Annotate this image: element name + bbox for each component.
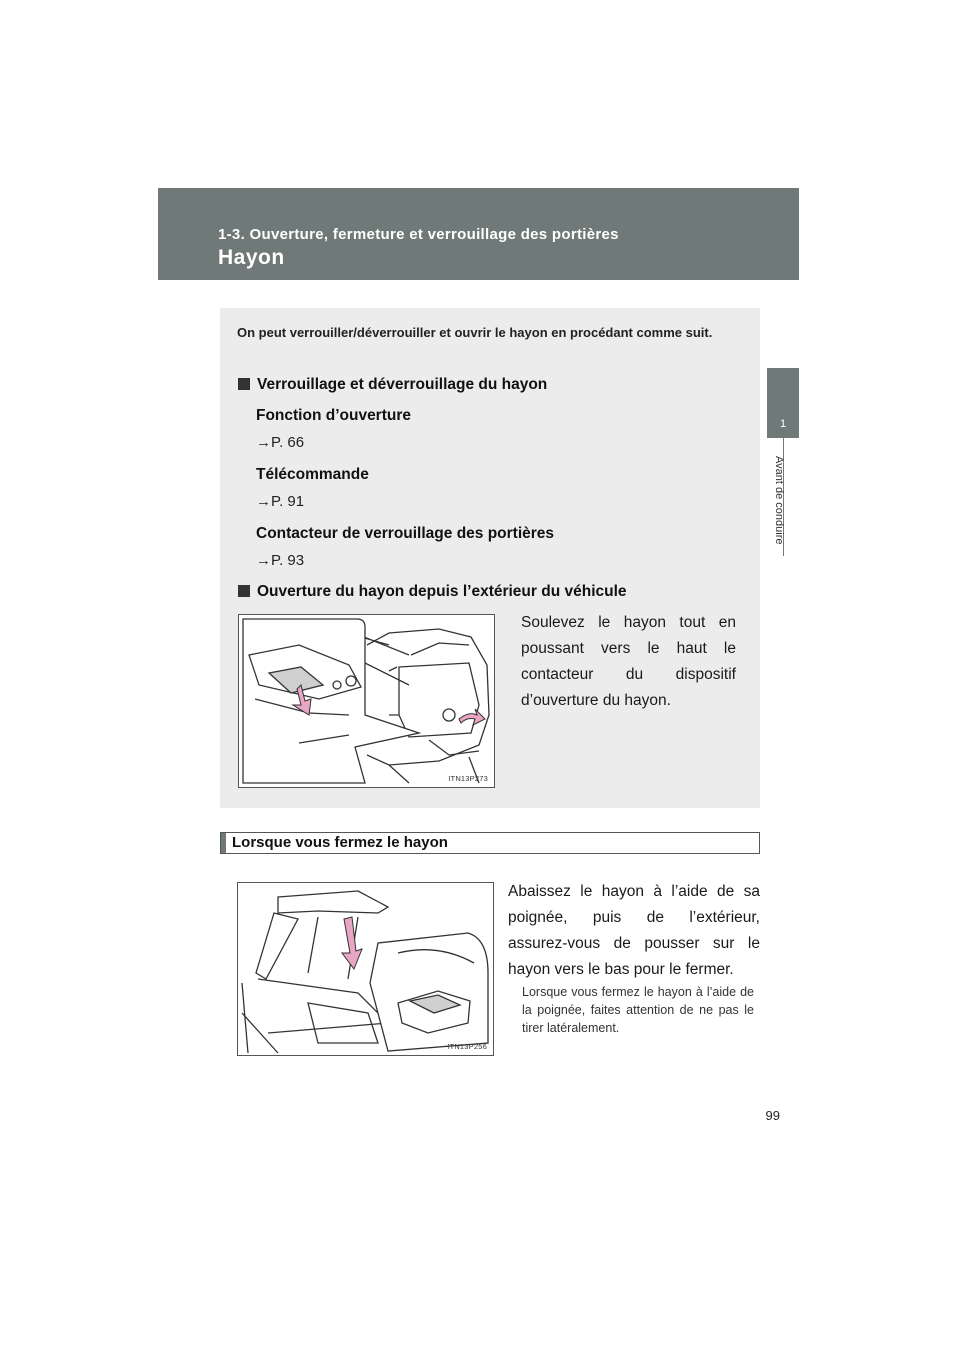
subsection-heading-text: Lorsque vous fermez le hayon: [232, 834, 448, 851]
close-instruction: Abaissez le hayon à l’aide de sa poignée, puis de l’extérieur, assurez-vous de pousser sur le hayon vers le bas pour le fermer.: [508, 883, 760, 978]
bullet-square-icon: [238, 585, 250, 597]
tailgate-closing-drawing: [238, 883, 493, 1055]
bullet-heading-lock-text: Verrouillage et déverrouillage du hayon: [257, 376, 548, 393]
item-label: Contacteur de verrouillage des portières: [256, 525, 555, 542]
page-reference[interactable]: →P. 93: [256, 552, 305, 569]
intro-box: [220, 308, 760, 808]
tailgate-opener-drawing: [239, 615, 494, 787]
figure-code: ITN13P256: [447, 1042, 487, 1051]
close-note: Lorsque vous fermez le hayon à l’aide de la poignée, faites attention de ne pas le tirer latéralement.: [522, 985, 754, 1035]
bullet-heading-lock: [238, 376, 547, 394]
intro-text: On peut verrouiller/déverrouiller et ouvrir le hayon en procédant comme suit.: [237, 325, 713, 340]
bullet-heading-open: [238, 583, 627, 601]
figure-code: ITN13P273: [448, 774, 488, 783]
chapter-number: 1: [779, 418, 787, 430]
bullet-square-icon: [238, 378, 250, 390]
bullet-heading-open-text: Ouverture du hayon depuis l’extérieur du véhicule: [257, 583, 627, 600]
chapter-tab: [767, 368, 799, 438]
page-number: 99: [765, 1108, 780, 1123]
open-instruction: Soulevez le hayon tout en poussant vers le haut le contacteur du dispositif d’ouverture du hayon.: [521, 614, 736, 709]
page-reference[interactable]: →P. 91: [256, 493, 305, 510]
page-title: Hayon: [218, 246, 285, 269]
heading-accent-bar: [221, 833, 226, 853]
section-title: 1-3. Ouverture, fermeture et verrouillage des portières: [218, 226, 619, 243]
tailgate-closing-illustration: [237, 882, 494, 1056]
item-label: Télécommande: [256, 466, 369, 483]
page-reference[interactable]: →P. 66: [256, 434, 305, 451]
tailgate-opener-illustration: [238, 614, 495, 788]
chapter-label: Avant de conduire: [773, 456, 785, 545]
page-header: [158, 188, 799, 280]
subsection-heading: [220, 832, 760, 854]
item-label: Fonction d’ouverture: [256, 407, 411, 424]
